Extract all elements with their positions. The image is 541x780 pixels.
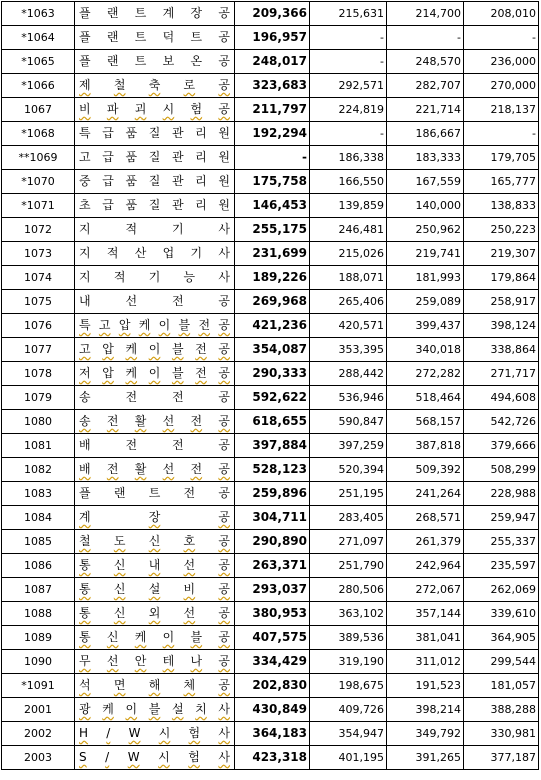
previous-wage-cell: 338,864 xyxy=(464,338,539,362)
job-name-text: 플 랜 트 전 공 xyxy=(79,486,230,500)
job-code-cell: *1063 xyxy=(2,2,75,26)
job-code-cell: 1079 xyxy=(2,386,75,410)
previous-wage-cell: 265,406 xyxy=(310,290,387,314)
table-row xyxy=(2,242,539,266)
table-row xyxy=(2,98,539,122)
table-row xyxy=(2,338,539,362)
previous-wage-cell: 251,790 xyxy=(310,554,387,578)
previous-wage-cell: 236,000 xyxy=(464,50,539,74)
current-wage-cell: 211,797 xyxy=(235,98,310,122)
job-code-cell: *1064 xyxy=(2,26,75,50)
previous-wage-cell: 270,000 xyxy=(464,74,539,98)
job-code-cell: 2002 xyxy=(2,722,75,746)
job-name-cell xyxy=(75,194,235,218)
job-code-cell: 1076 xyxy=(2,314,75,338)
previous-wage-cell: 536,946 xyxy=(310,386,387,410)
previous-wage-cell: 186,338 xyxy=(310,146,387,170)
previous-wage-cell: 381,041 xyxy=(387,626,464,650)
current-wage-cell: 430,849 xyxy=(235,698,310,722)
job-name-text: 내 선 전 공 xyxy=(79,294,230,308)
job-name-text: 철 도 신 호 공 xyxy=(79,534,230,548)
previous-wage-cell: 508,299 xyxy=(464,458,539,482)
table-row xyxy=(2,578,539,602)
table-row xyxy=(2,530,539,554)
previous-wage-cell: 262,069 xyxy=(464,578,539,602)
table-row xyxy=(2,674,539,698)
job-code-cell: 2001 xyxy=(2,698,75,722)
table-row xyxy=(2,506,539,530)
previous-wage-cell: 339,610 xyxy=(464,602,539,626)
job-name-text: 지 적 기 능 사 xyxy=(79,270,230,284)
previous-wage-cell: 228,988 xyxy=(464,482,539,506)
job-name-cell xyxy=(75,26,235,50)
current-wage-cell: 334,429 xyxy=(235,650,310,674)
job-name-cell xyxy=(75,410,235,434)
current-wage-cell: 231,699 xyxy=(235,242,310,266)
previous-wage-cell: 353,395 xyxy=(310,338,387,362)
current-wage-cell: 269,968 xyxy=(235,290,310,314)
previous-wage-cell: 188,071 xyxy=(310,266,387,290)
previous-wage-cell: 186,667 xyxy=(387,122,464,146)
previous-wage-cell: 292,571 xyxy=(310,74,387,98)
current-wage-cell: 290,333 xyxy=(235,362,310,386)
job-name-cell xyxy=(75,746,235,770)
previous-wage-cell: 398,214 xyxy=(387,698,464,722)
previous-wage-cell: 272,282 xyxy=(387,362,464,386)
previous-wage-cell: 191,523 xyxy=(387,674,464,698)
job-name-cell xyxy=(75,458,235,482)
previous-wage-cell: 288,442 xyxy=(310,362,387,386)
job-name-cell xyxy=(75,146,235,170)
previous-wage-cell: - xyxy=(310,50,387,74)
previous-wage-cell: 181,993 xyxy=(387,266,464,290)
current-wage-cell: 146,453 xyxy=(235,194,310,218)
previous-wage-cell: 242,964 xyxy=(387,554,464,578)
job-name-text: 석 면 해 체 공 xyxy=(79,678,230,692)
current-wage-cell: 196,957 xyxy=(235,26,310,50)
job-code-cell: *1065 xyxy=(2,50,75,74)
job-name-text: 특 고 압 케 이 블 전 공 xyxy=(79,318,230,332)
previous-wage-cell: 283,405 xyxy=(310,506,387,530)
previous-wage-cell: 389,536 xyxy=(310,626,387,650)
job-name-text: 광 케 이 블 설 치 사 xyxy=(79,702,230,716)
previous-wage-cell: 258,917 xyxy=(464,290,539,314)
current-wage-cell: 397,884 xyxy=(235,434,310,458)
job-name-cell xyxy=(75,74,235,98)
previous-wage-cell: 272,067 xyxy=(387,578,464,602)
job-name-cell xyxy=(75,50,235,74)
previous-wage-cell: 198,675 xyxy=(310,674,387,698)
current-wage-cell: 421,236 xyxy=(235,314,310,338)
current-wage-cell: 175,758 xyxy=(235,170,310,194)
job-name-cell xyxy=(75,170,235,194)
table-row xyxy=(2,194,539,218)
job-name-text: 저 압 케 이 블 전 공 xyxy=(79,366,230,380)
previous-wage-cell: 235,597 xyxy=(464,554,539,578)
job-name-cell xyxy=(75,530,235,554)
previous-wage-cell: - xyxy=(310,122,387,146)
job-name-cell xyxy=(75,386,235,410)
wage-table-body xyxy=(2,2,539,770)
job-name-text: S / W 시 험 사 xyxy=(79,750,230,764)
table-row xyxy=(2,434,539,458)
job-name-cell xyxy=(75,674,235,698)
job-code-cell: 1083 xyxy=(2,482,75,506)
table-row xyxy=(2,170,539,194)
job-name-cell xyxy=(75,314,235,338)
current-wage-cell: 592,622 xyxy=(235,386,310,410)
job-code-cell: 1087 xyxy=(2,578,75,602)
job-code-cell: 2003 xyxy=(2,746,75,770)
current-wage-cell: 255,175 xyxy=(235,218,310,242)
previous-wage-cell: 518,464 xyxy=(387,386,464,410)
job-name-text: 배 전 전 공 xyxy=(79,438,230,452)
job-name-cell xyxy=(75,2,235,26)
current-wage-cell: 380,953 xyxy=(235,602,310,626)
job-name-text: 무 선 안 테 나 공 xyxy=(79,654,230,668)
job-name-cell xyxy=(75,290,235,314)
previous-wage-cell: 259,947 xyxy=(464,506,539,530)
job-name-cell xyxy=(75,578,235,602)
job-name-cell xyxy=(75,338,235,362)
previous-wage-cell: 140,000 xyxy=(387,194,464,218)
job-code-cell: 1075 xyxy=(2,290,75,314)
previous-wage-cell: 409,726 xyxy=(310,698,387,722)
job-code-cell: *1091 xyxy=(2,674,75,698)
current-wage-cell: 364,183 xyxy=(235,722,310,746)
previous-wage-cell: 261,379 xyxy=(387,530,464,554)
job-name-text: 통 신 내 선 공 xyxy=(79,558,230,572)
table-row xyxy=(2,146,539,170)
table-row xyxy=(2,482,539,506)
job-name-cell xyxy=(75,266,235,290)
job-code-cell: 1082 xyxy=(2,458,75,482)
job-code-cell: 1086 xyxy=(2,554,75,578)
job-name-cell xyxy=(75,482,235,506)
previous-wage-cell: 179,705 xyxy=(464,146,539,170)
job-name-text: 통 신 케 이 블 공 xyxy=(79,630,230,644)
current-wage-cell: 189,226 xyxy=(235,266,310,290)
previous-wage-cell: 181,057 xyxy=(464,674,539,698)
table-row xyxy=(2,290,539,314)
previous-wage-cell: 520,394 xyxy=(310,458,387,482)
previous-wage-cell: 568,157 xyxy=(387,410,464,434)
current-wage-cell: 528,123 xyxy=(235,458,310,482)
previous-wage-cell: 330,981 xyxy=(464,722,539,746)
job-name-text: 지 적 산 업 기 사 xyxy=(79,246,230,260)
job-code-cell: 1081 xyxy=(2,434,75,458)
table-row xyxy=(2,410,539,434)
table-row xyxy=(2,362,539,386)
previous-wage-cell: 299,544 xyxy=(464,650,539,674)
table-row xyxy=(2,218,539,242)
previous-wage-cell: 377,187 xyxy=(464,746,539,770)
job-code-cell: 1074 xyxy=(2,266,75,290)
current-wage-cell: 192,294 xyxy=(235,122,310,146)
job-code-cell: *1071 xyxy=(2,194,75,218)
previous-wage-cell: 250,223 xyxy=(464,218,539,242)
previous-wage-cell: 271,717 xyxy=(464,362,539,386)
current-wage-cell: 407,575 xyxy=(235,626,310,650)
job-name-text: 송 전 전 공 xyxy=(79,390,230,404)
previous-wage-cell: 215,026 xyxy=(310,242,387,266)
current-wage-cell: 354,087 xyxy=(235,338,310,362)
current-wage-cell: 259,896 xyxy=(235,482,310,506)
current-wage-cell: 293,037 xyxy=(235,578,310,602)
job-name-text: 통 신 외 선 공 xyxy=(79,606,230,620)
job-name-cell xyxy=(75,650,235,674)
table-row xyxy=(2,650,539,674)
current-wage-cell: 209,366 xyxy=(235,2,310,26)
table-row xyxy=(2,626,539,650)
job-code-cell: 1078 xyxy=(2,362,75,386)
previous-wage-cell: 219,741 xyxy=(387,242,464,266)
previous-wage-cell: 271,097 xyxy=(310,530,387,554)
job-name-cell xyxy=(75,698,235,722)
table-row xyxy=(2,698,539,722)
job-code-cell: 1085 xyxy=(2,530,75,554)
table-row xyxy=(2,314,539,338)
job-name-text: H / W 시 험 사 xyxy=(79,726,230,740)
table-row xyxy=(2,266,539,290)
current-wage-cell: 202,830 xyxy=(235,674,310,698)
previous-wage-cell: 139,859 xyxy=(310,194,387,218)
job-code-cell: 1072 xyxy=(2,218,75,242)
job-code-cell: 1067 xyxy=(2,98,75,122)
previous-wage-cell: 387,818 xyxy=(387,434,464,458)
previous-wage-cell: - xyxy=(464,122,539,146)
job-name-text: 통 신 설 비 공 xyxy=(79,582,230,596)
current-wage-cell: 304,711 xyxy=(235,506,310,530)
previous-wage-cell: 364,905 xyxy=(464,626,539,650)
table-row xyxy=(2,386,539,410)
previous-wage-cell: 251,195 xyxy=(310,482,387,506)
current-wage-cell: 290,890 xyxy=(235,530,310,554)
previous-wage-cell: 219,307 xyxy=(464,242,539,266)
table-row xyxy=(2,26,539,50)
previous-wage-cell: 255,337 xyxy=(464,530,539,554)
table-row xyxy=(2,2,539,26)
previous-wage-cell: 246,481 xyxy=(310,218,387,242)
job-name-text: 플 랜 트 계 장 공 xyxy=(79,6,230,20)
job-name-cell xyxy=(75,242,235,266)
job-name-text: 플 랜 트 덕 트 공 xyxy=(79,30,230,44)
previous-wage-cell: 138,833 xyxy=(464,194,539,218)
table-row xyxy=(2,722,539,746)
previous-wage-cell: 166,550 xyxy=(310,170,387,194)
previous-wage-cell: - xyxy=(310,26,387,50)
previous-wage-cell: 397,259 xyxy=(310,434,387,458)
job-code-cell: *1070 xyxy=(2,170,75,194)
previous-wage-cell: 165,777 xyxy=(464,170,539,194)
job-code-cell: 1088 xyxy=(2,602,75,626)
previous-wage-cell: 357,144 xyxy=(387,602,464,626)
job-name-cell xyxy=(75,98,235,122)
previous-wage-cell: 208,010 xyxy=(464,2,539,26)
job-code-cell: *1066 xyxy=(2,74,75,98)
previous-wage-cell: 224,819 xyxy=(310,98,387,122)
job-name-text: 제 철 축 로 공 xyxy=(79,78,230,92)
job-name-cell xyxy=(75,122,235,146)
table-row xyxy=(2,50,539,74)
previous-wage-cell: 218,137 xyxy=(464,98,539,122)
current-wage-cell: 618,655 xyxy=(235,410,310,434)
previous-wage-cell: 349,792 xyxy=(387,722,464,746)
previous-wage-cell: 399,437 xyxy=(387,314,464,338)
job-name-text: 계 장 공 xyxy=(79,510,230,524)
previous-wage-cell: 494,608 xyxy=(464,386,539,410)
table-row xyxy=(2,746,539,770)
current-wage-cell: 263,371 xyxy=(235,554,310,578)
table-row xyxy=(2,122,539,146)
job-code-cell: 1080 xyxy=(2,410,75,434)
job-name-cell xyxy=(75,602,235,626)
job-code-cell: 1089 xyxy=(2,626,75,650)
job-code-cell: 1073 xyxy=(2,242,75,266)
previous-wage-cell: 241,264 xyxy=(387,482,464,506)
job-name-text: 고 압 케 이 블 전 공 xyxy=(79,342,230,356)
previous-wage-cell: 259,089 xyxy=(387,290,464,314)
previous-wage-cell: 280,506 xyxy=(310,578,387,602)
table-row xyxy=(2,602,539,626)
previous-wage-cell: 214,700 xyxy=(387,2,464,26)
table-row xyxy=(2,74,539,98)
current-wage-cell: 323,683 xyxy=(235,74,310,98)
job-name-text: 초 급 품 질 관 리 원 xyxy=(79,198,230,212)
table-row xyxy=(2,458,539,482)
job-name-cell xyxy=(75,626,235,650)
job-name-text: 비 파 괴 시 험 공 xyxy=(79,102,230,116)
previous-wage-cell: 215,631 xyxy=(310,2,387,26)
previous-wage-cell: 509,392 xyxy=(387,458,464,482)
previous-wage-cell: 248,570 xyxy=(387,50,464,74)
job-code-cell: **1069 xyxy=(2,146,75,170)
job-name-cell xyxy=(75,554,235,578)
job-code-cell: 1077 xyxy=(2,338,75,362)
previous-wage-cell: 340,018 xyxy=(387,338,464,362)
job-code-cell: 1084 xyxy=(2,506,75,530)
job-name-cell xyxy=(75,362,235,386)
current-wage-cell: 248,017 xyxy=(235,50,310,74)
current-wage-cell: 423,318 xyxy=(235,746,310,770)
previous-wage-cell: 379,666 xyxy=(464,434,539,458)
previous-wage-cell: 420,571 xyxy=(310,314,387,338)
job-name-cell xyxy=(75,722,235,746)
job-name-cell xyxy=(75,218,235,242)
wage-table xyxy=(1,1,539,770)
previous-wage-cell: - xyxy=(387,26,464,50)
job-name-text: 배 전 활 선 전 공 xyxy=(79,462,230,476)
job-name-text: 중 급 품 질 관 리 원 xyxy=(79,174,230,188)
table-row xyxy=(2,554,539,578)
job-name-cell xyxy=(75,434,235,458)
job-name-cell xyxy=(75,506,235,530)
job-name-text: 지 적 기 사 xyxy=(79,222,230,236)
previous-wage-cell: 268,571 xyxy=(387,506,464,530)
previous-wage-cell: 319,190 xyxy=(310,650,387,674)
previous-wage-cell: 250,962 xyxy=(387,218,464,242)
previous-wage-cell: 354,947 xyxy=(310,722,387,746)
job-name-text: 송 전 활 선 전 공 xyxy=(79,414,230,428)
previous-wage-cell: 311,012 xyxy=(387,650,464,674)
previous-wage-cell: - xyxy=(464,26,539,50)
previous-wage-cell: 363,102 xyxy=(310,602,387,626)
previous-wage-cell: 282,707 xyxy=(387,74,464,98)
job-name-text: 특 급 품 질 관 리 원 xyxy=(79,126,230,140)
previous-wage-cell: 221,714 xyxy=(387,98,464,122)
previous-wage-cell: 401,195 xyxy=(310,746,387,770)
job-code-cell: *1068 xyxy=(2,122,75,146)
previous-wage-cell: 590,847 xyxy=(310,410,387,434)
previous-wage-cell: 542,726 xyxy=(464,410,539,434)
previous-wage-cell: 388,288 xyxy=(464,698,539,722)
job-code-cell: 1090 xyxy=(2,650,75,674)
previous-wage-cell: 167,559 xyxy=(387,170,464,194)
previous-wage-cell: 391,265 xyxy=(387,746,464,770)
previous-wage-cell: 179,864 xyxy=(464,266,539,290)
job-name-text: 고 급 품 질 관 리 원 xyxy=(79,150,230,164)
previous-wage-cell: 183,333 xyxy=(387,146,464,170)
current-wage-cell: - xyxy=(235,146,310,170)
job-name-text: 플 랜 트 보 온 공 xyxy=(79,54,230,68)
previous-wage-cell: 398,124 xyxy=(464,314,539,338)
